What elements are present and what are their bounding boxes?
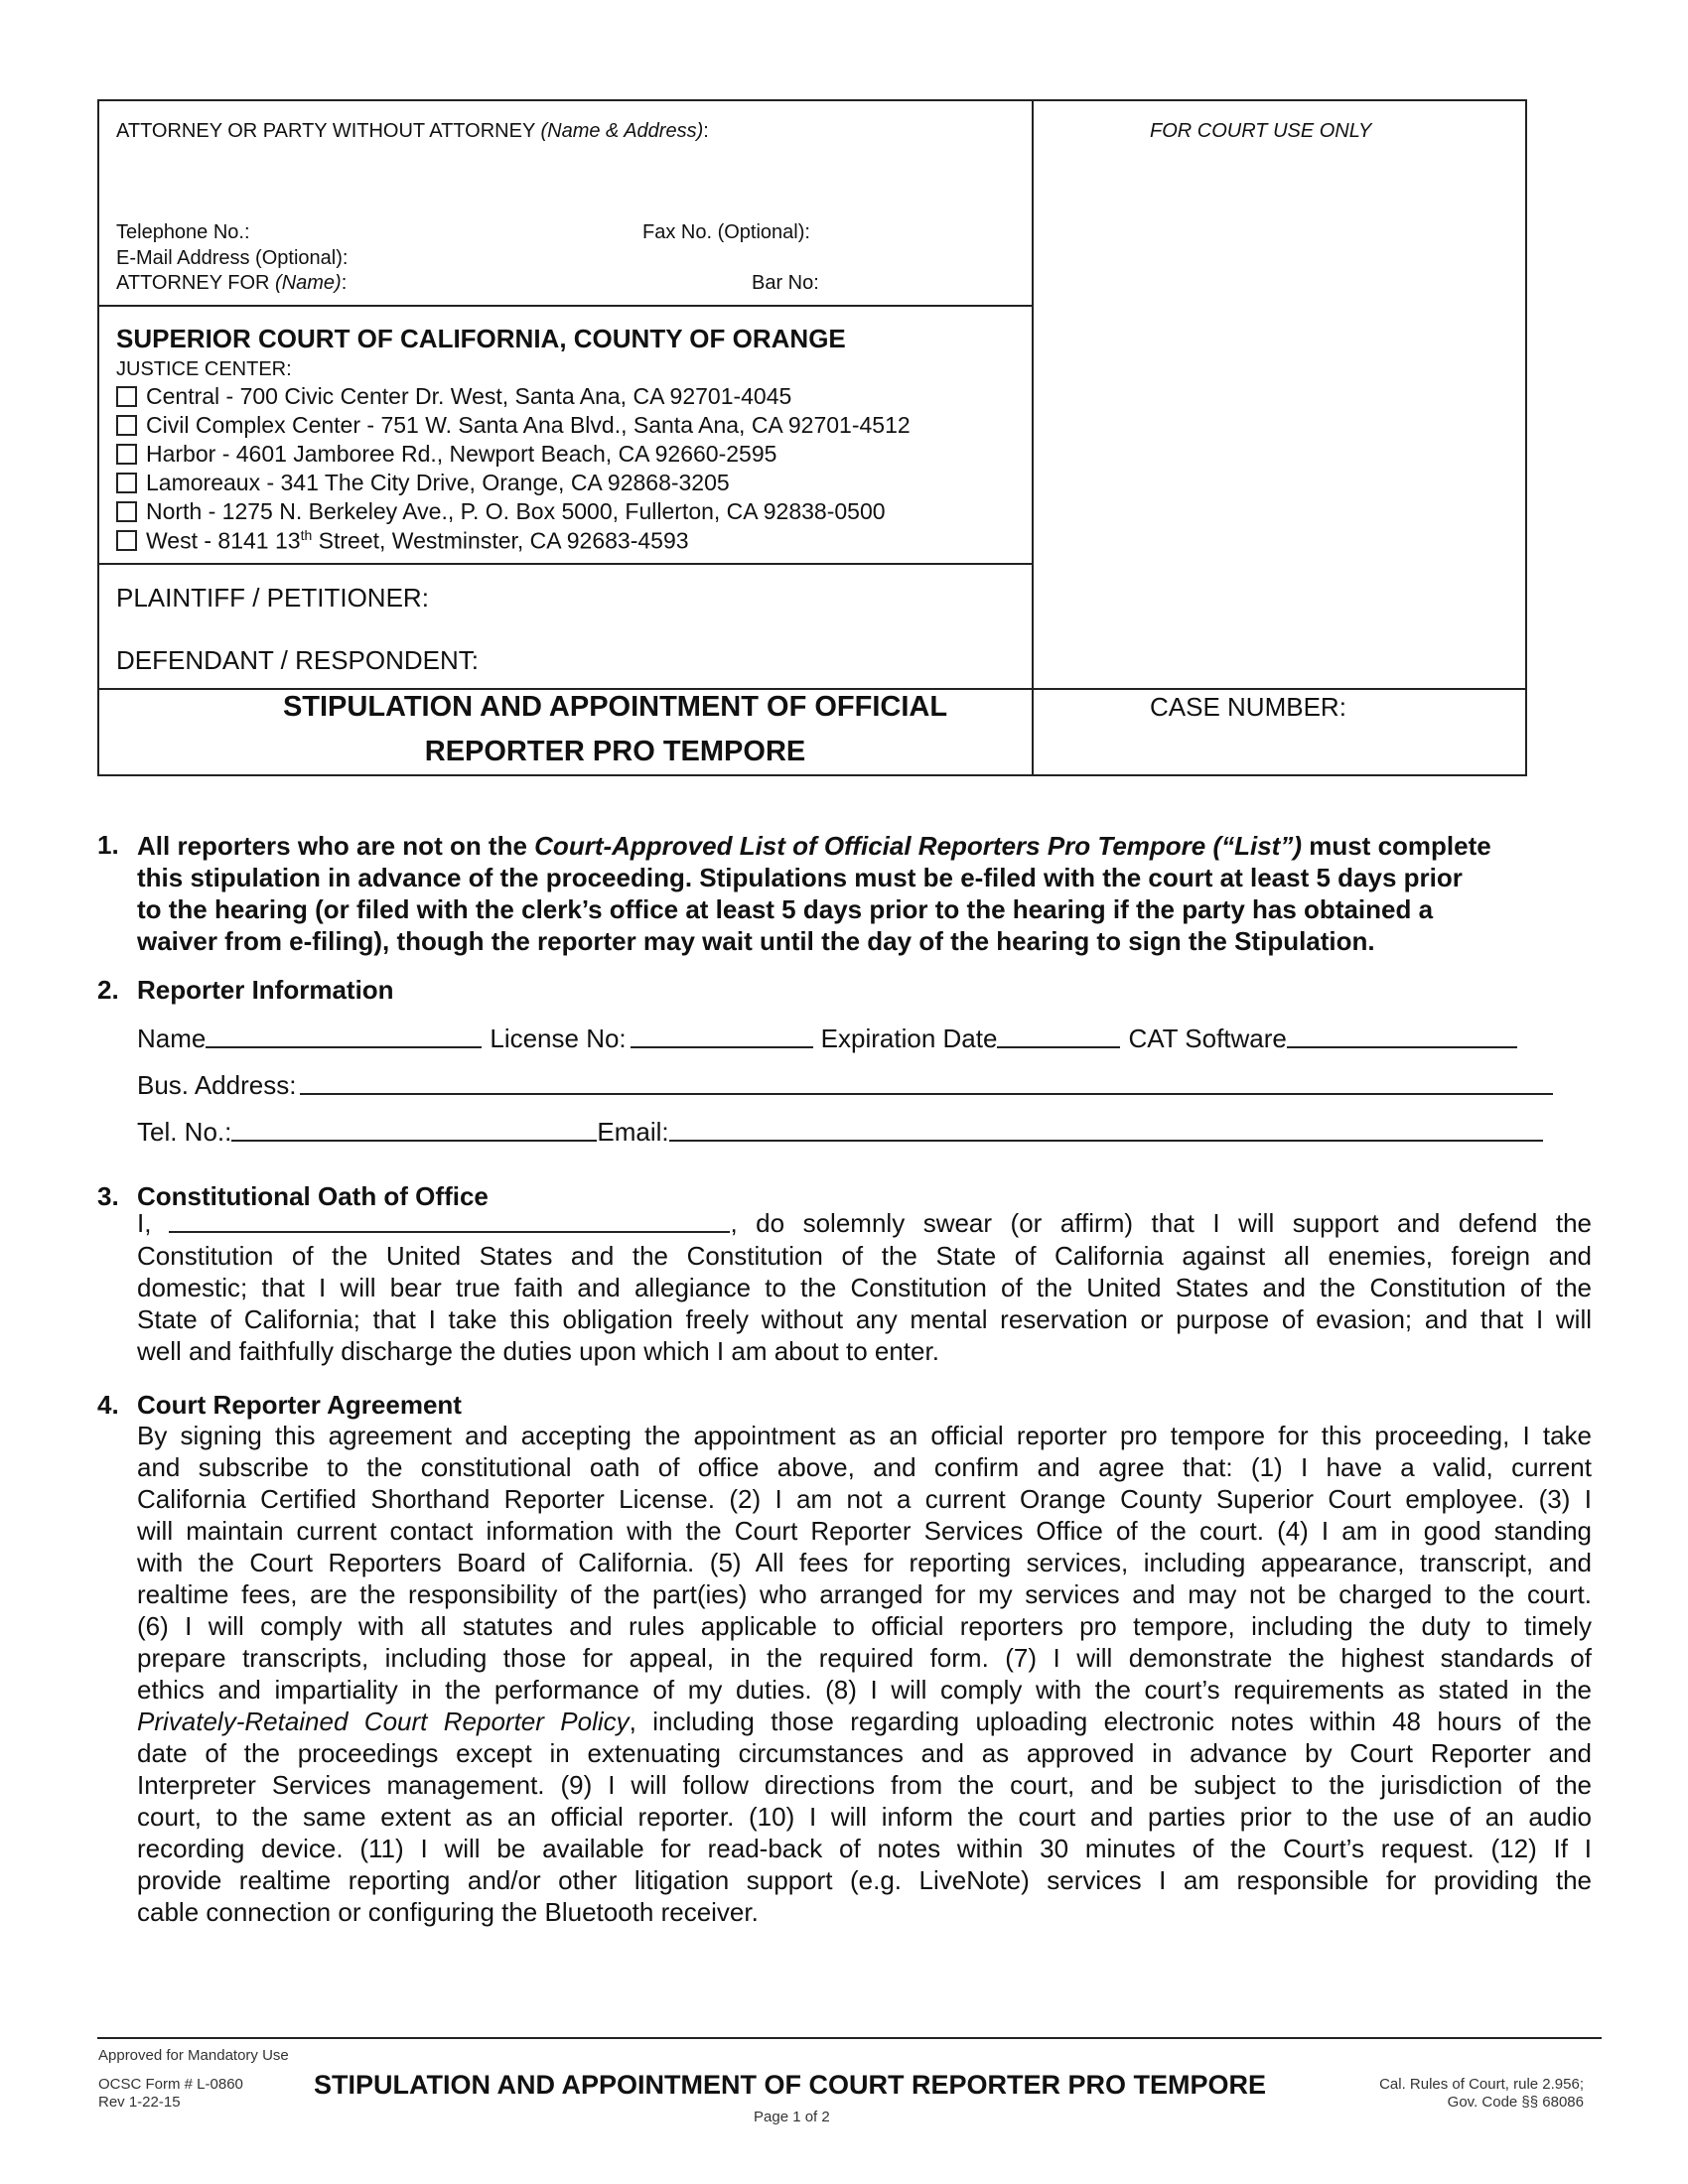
footer-gov-code: Gov. Code §§ 68086 [1447,2094,1584,2111]
case-number-label[interactable]: CASE NUMBER: [1150,692,1346,722]
caption-divider-1 [99,305,1032,307]
reporter-info-row-3 [137,1116,1567,1148]
court-use-label: FOR COURT USE ONLY [1150,120,1372,142]
checkbox[interactable] [116,473,137,493]
name-field[interactable] [206,1046,482,1048]
oath-text: Constitution of the United States and the Constitution of the State of California against all enemies, foreign and domestic; that I will bear true faith and allegiance to the Constitution of the United States and the Constitution of the State of California; that I take this obligation freely without any mental reservation or purpose of evasion; and that I will well and faithfully discharge the duties upon which I am about to enter. [137,1241,1592,1366]
location-harbor[interactable]: Harbor - 4601 Jamboree Rd., Newport Beach, CA 92660-2595 [116,440,911,469]
defendant-label[interactable]: DEFENDANT / RESPONDENT: [116,645,480,675]
section-2-number: 2. [97,975,119,1005]
name-label: Name [137,1024,207,1053]
email-label[interactable]: E-Mail Address (Optional): [116,247,349,269]
checkbox[interactable] [116,501,137,522]
section-4-number: 4. [97,1390,119,1420]
oath-name-field[interactable] [169,1231,730,1233]
document-title-line2: REPORTER PRO TEMPORE [424,736,806,767]
footer-title: STIPULATION AND APPOINTMENT OF COURT REPORTER PRO TEMPORE [314,2070,1267,2100]
cat-software-label: CAT Software [1128,1024,1287,1053]
checkbox[interactable] [116,530,137,551]
section-1-number: 1. [97,830,119,860]
caption-divider-3 [99,688,1525,690]
license-field[interactable] [631,1046,813,1048]
email-field[interactable] [669,1140,1543,1142]
license-label: License No: [490,1024,627,1053]
location-central[interactable]: Central - 700 Civic Center Dr. West, Santa Ana, CA 92701-4045 [116,382,911,411]
checkbox[interactable] [116,386,137,407]
expiration-field[interactable] [997,1046,1120,1048]
agreement-text: By signing this agreement and accepting the appointment as an official reporter pro tempore for this proceeding, I take and subscribe to the constitutional oath of office above, and confirm and agree that: (1) I have a valid, current California Certified Shorthand Reporter License. (2) I am not a current Orange County Superior Court employee. (3) I will maintain current contact information with the Court Reporter Services Office of the court. (4) I am in good standing with the Court Reporters Board of California. (5) All fees for reporting services, including appearance, transcript, and realtime fees, are the responsibility of the part(ies) who arranged for my services and may not be charged to the court. (6) I will comply with all statutes and rules applicable to official reporters pro tempore, including the duty to timely prepare transcripts, including those for appeal, in the required form. (7) I will demonstrate the highest standards of ethics and impartiality in the performance of my duties. (8) I will comply with the court’s requirements as stated in the Privately-Retained Court Reporter Policy, including those regarding uploading electronic notes within 48 hours of the date of the proceedings except in extenuating circumstances and as approved in advance by Court Reporter and Interpreter Services management. (9) I will follow directions from the court, and be subject to the jurisdiction of the court, to the same extent as an official reporter. (10) I will inform the court and parties prior to the use of an audio recording device. (11) I will be available for read-back of notes within 30 minutes of the Court’s request. (12) If I provide realtime reporting and/or other litigation support (e.g. LiveNote) services I am responsible for providing the cable connection or configuring the Bluetooth receiver. [137,1421,1592,1927]
fax-label[interactable]: Fax No. (Optional): [642,221,810,243]
reporter-info-row-2 [137,1069,1567,1101]
plaintiff-label[interactable]: PLAINTIFF / PETITIONER: [116,583,429,613]
bar-number-label[interactable]: Bar No: [752,272,819,294]
court-name: SUPERIOR COURT OF CALIFORNIA, COUNTY OF ORANGE [116,324,846,353]
section-4-title: Court Reporter Agreement [137,1390,462,1420]
address-label: Bus. Address: [137,1070,297,1100]
footer-page-number: Page 1 of 2 [754,2109,830,2125]
justice-center-label: JUSTICE CENTER: [116,358,292,380]
caption-divider-vertical [1032,99,1034,776]
oath-first-line: I, , do solemnly swear (or affirm) that I will support and defend the [137,1208,1592,1238]
attorney-label: ATTORNEY OR PARTY WITHOUT ATTORNEY (Name & Address): [116,120,709,142]
reporter-info-row-1 [137,1023,1567,1054]
section-1-text: All reporters who are not on the Court-Approved List of Official Reporters Pro Tempore (“List”) must complete this stipulation in advance of the proceeding. Stipulations must be e-filed with the court at least 5 days prior to the hearing (or filed with the clerk’s office at least 5 days prior to the hearing if the party has obtained a waiver from e-filing), though the reporter may wait until the day of the hearing to sign the Stipulation. [137,831,1491,956]
document-title-line1: STIPULATION AND APPOINTMENT OF OFFICIAL [282,691,948,723]
expiration-label: Expiration Date [820,1024,998,1053]
location-lamoreaux[interactable]: Lamoreaux - 341 The City Drive, Orange, CA 92868-3205 [116,469,911,497]
footer-rule [97,2037,1602,2039]
footer-approved: Approved for Mandatory Use [98,2047,289,2064]
attorney-for-label[interactable]: ATTORNEY FOR (Name): [116,272,348,294]
caption-divider-2 [99,563,1032,565]
telephone-label[interactable]: Telephone No.: [116,221,250,243]
address-field[interactable] [300,1093,1553,1095]
section-3-number: 3. [97,1181,119,1211]
tel-field[interactable] [231,1140,597,1142]
cat-software-field[interactable] [1287,1046,1517,1048]
checkbox[interactable] [116,415,137,436]
location-west[interactable]: West - 8141 13th Street, Westminster, CA 92683-4593 [116,526,911,555]
location-civil-complex[interactable]: Civil Complex Center - 751 W. Santa Ana Blvd., Santa Ana, CA 92701-4512 [116,411,911,440]
footer-rules: Cal. Rules of Court, rule 2.956; [1379,2076,1584,2093]
tel-label: Tel. No.: [137,1117,232,1147]
footer-form-number: OCSC Form # L-0860 [98,2076,243,2093]
email-field-label: Email: [597,1117,669,1147]
location-north[interactable]: North - 1275 N. Berkeley Ave., P. O. Box 5000, Fullerton, CA 92838-0500 [116,497,911,526]
justice-center-list [116,382,911,555]
footer-revision: Rev 1-22-15 [98,2094,181,2111]
checkbox[interactable] [116,444,137,465]
section-2-title: Reporter Information [137,975,394,1005]
section-3-title: Constitutional Oath of Office [137,1181,489,1211]
